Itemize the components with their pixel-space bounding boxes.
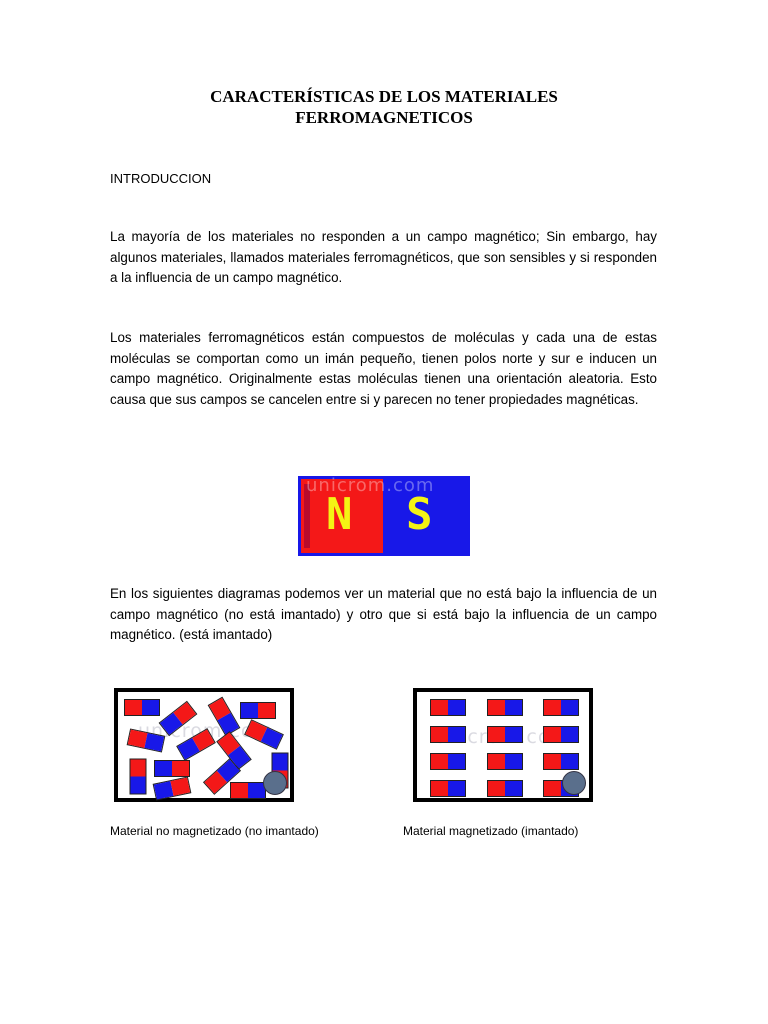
caption-magnetized: Material magnetizado (imantado) — [403, 824, 579, 838]
magnet-domain — [487, 780, 523, 797]
north-label: N — [326, 489, 353, 540]
magnet-domain — [487, 699, 523, 716]
magnet-domain — [543, 726, 579, 743]
magnet-domain — [430, 780, 466, 797]
paragraph-diagrams: En los siguientes diagramas podemos ver un material que no está bajo la influencia de un campo magnético (no está imantado) y otro que si está bajo la influencia de un campo magnético. (está imantado) — [110, 586, 657, 642]
bar-magnet-image — [298, 476, 470, 556]
magnet-domain — [240, 702, 276, 719]
unicrom-logo-icon — [562, 771, 586, 795]
magnet-domain — [430, 753, 466, 770]
title-line-1: CARACTERÍSTICAS DE LOS MATERIALES — [210, 87, 558, 106]
caption-unmagnetized: Material no magnetizado (no imantado) — [110, 824, 319, 838]
magnet-domain — [543, 753, 579, 770]
paragraph-molecules: Los materiales ferromagnéticos están compuestos de moléculas y cada una de estas moléculas se comportan como un imán pequeño, tienen polos norte y sur e inducen un campo magnético. Originalmente estas moléculas tienen una orientación aleatoria. Esto causa que sus campos se cancelen entre si y parecen no tener propiedades magnéticas. — [110, 330, 657, 407]
document-title — [0, 86, 768, 128]
unmagnetized-diagram — [114, 688, 294, 802]
section-heading: INTRODUCCION — [110, 171, 212, 186]
magnet-domain — [130, 759, 147, 795]
magnet-domain — [487, 726, 523, 743]
magnet-watermark: unicrom.com — [306, 476, 435, 496]
magnet-domain — [124, 699, 160, 716]
title-line-2: FERROMAGNETICOS — [295, 108, 473, 127]
magnet-domain — [153, 776, 192, 800]
unicrom-logo-icon — [263, 771, 287, 795]
magnet-domain — [543, 699, 579, 716]
magnet-domain — [430, 699, 466, 716]
magnet-domain — [154, 760, 190, 777]
magnet-domain — [230, 782, 266, 799]
magnet-domain — [487, 753, 523, 770]
magnetized-diagram — [413, 688, 593, 802]
paragraph-intro: La mayoría de los materiales no responden a un campo magnético; Sin embargo, hay algunos materiales, llamados materiales ferromagnéticos, que son sensibles y si responden a la influencia de un campo magnético. — [110, 229, 657, 285]
south-label: S — [406, 489, 433, 540]
magnet-domain — [430, 726, 466, 743]
